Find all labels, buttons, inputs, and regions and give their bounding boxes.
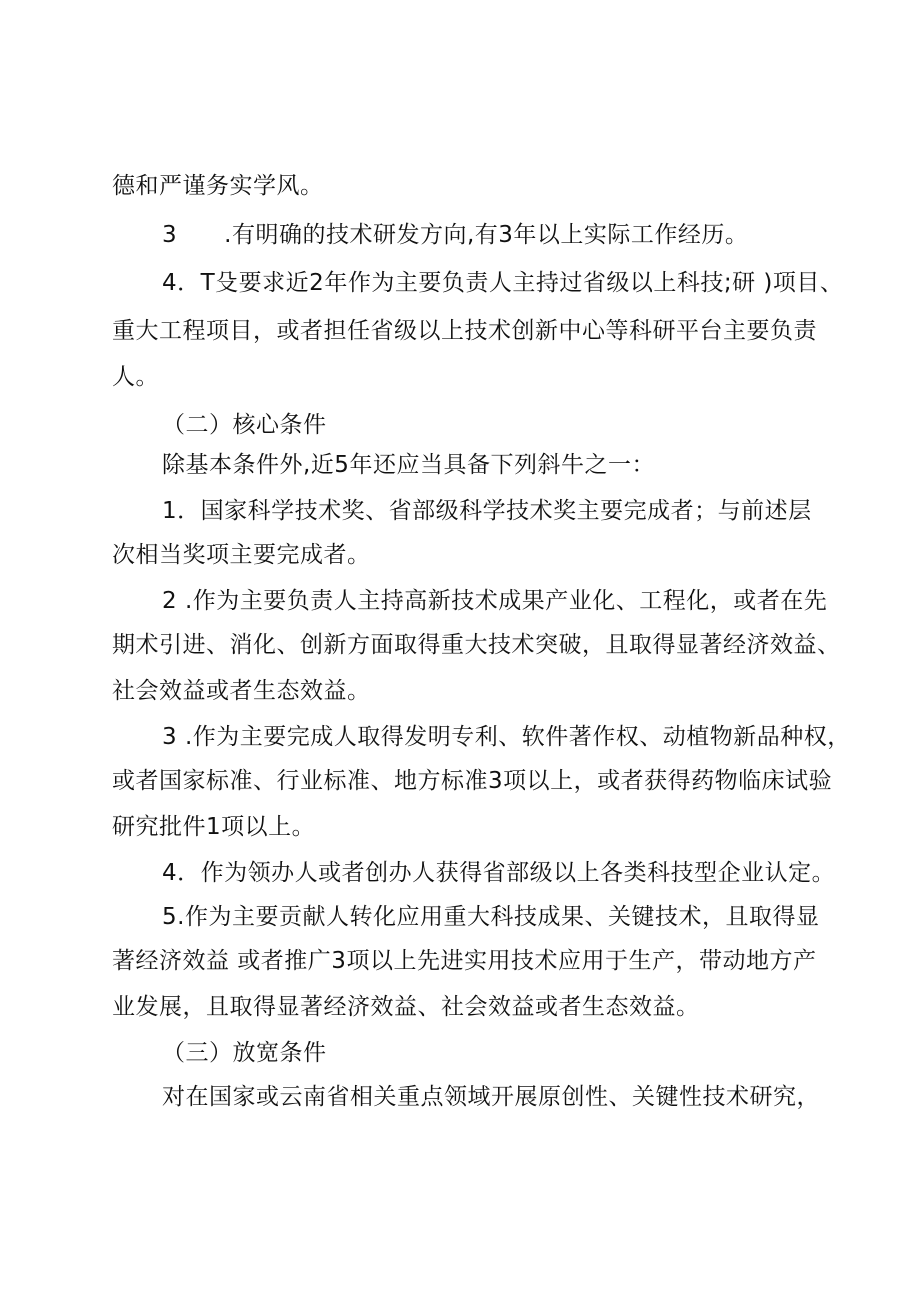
core-item-3-line-3: 研究批件1项以上。 xyxy=(112,814,316,840)
relaxed-intro-line: 对在国家或云南省相关重点领域开展原创性、关键性技术研究， xyxy=(162,1084,820,1110)
core-item-3-line-1: 3 .作为主要完成人取得发明专利、软件著作权、动植物新品种权， xyxy=(162,724,851,750)
core-item-2-line-2: 期术引进、消化、创新方面取得重大技术突破，且取得显著经济效益、 xyxy=(112,632,841,658)
paragraph-line-1: 德和严谨务实学风。 xyxy=(112,173,324,199)
core-item-2-line-1: 2 .作为主要负责人主持高新技术成果产业化、工程化，或者在先 xyxy=(162,588,828,614)
list-item-4-line-1: 4．T殳要求近2年作为主要负责人主持过省级以上科技;研 )项目、 xyxy=(162,270,844,296)
section-intro-line: 除基本条件外,近5年还应当具备下列斜牛之一： xyxy=(162,452,655,478)
core-item-5-line-2: 著经济效益 或者推广3项以上先进实用技术应用于生产，带动地方产 xyxy=(112,948,817,974)
list-item-4-line-3: 人。 xyxy=(112,364,159,390)
list-item-4-line-2: 重大工程项目，或者担任省级以上技术创新中心等科研平台主要负责 xyxy=(112,318,817,344)
section-heading-relaxed-conditions: （三）放宽条件 xyxy=(162,1040,327,1066)
core-item-1-line-1: 1．国家科学技术奖、省部级科学技术奖主要完成者；与前述层 xyxy=(162,498,812,524)
core-item-3-line-2: 或者国家标准、行业标准、地方标准3项以上，或者获得药物临床试验 xyxy=(112,768,833,794)
core-item-5-line-3: 业发展，且取得显著经济效益、社会效益或者生态效益。 xyxy=(112,994,700,1020)
section-heading-core-conditions: （二）核心条件 xyxy=(162,412,327,438)
core-item-2-line-3: 社会效益或者生态效益。 xyxy=(112,678,371,704)
core-item-5-line-1: 5.作为主要贡献人转化应用重大科技成果、关键技术，且取得显 xyxy=(162,904,820,930)
core-item-4-line-1: 4．作为领办人或者创办人获得省部级以上各类科技型企业认定。 xyxy=(162,860,836,886)
list-item-3-line-1: 3 .有明确的技术研发方向,有3年以上实际工作经历。 xyxy=(162,222,749,248)
core-item-1-line-2: 次相当奖项主要完成者。 xyxy=(112,542,371,568)
